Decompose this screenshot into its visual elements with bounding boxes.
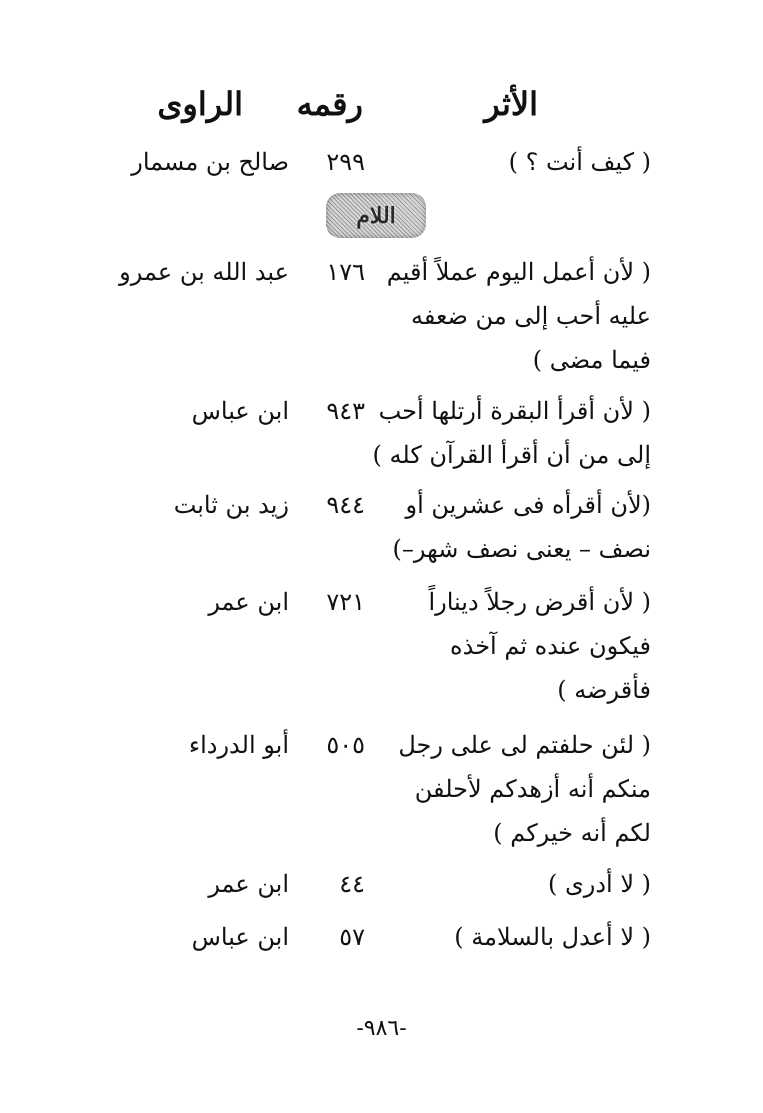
entry-number: ٢٩٩ [326, 148, 365, 176]
entry-narrator: ابن عمر [208, 588, 289, 616]
entry-narrator: ابن عباس [191, 397, 289, 425]
page-number: -٩٨٦- [356, 1016, 407, 1041]
entry-number: ٩٤٣ [326, 397, 365, 425]
entry-text-line: منكم أنه أزهدكم لأحلفن [414, 775, 651, 803]
section-badge-label: اللام [356, 202, 396, 229]
entry-text-line: ( لا أعدل بالسلامة ) [454, 923, 651, 951]
entry-text-line: ( لأن أقرأ البقرة أرتلها أحب [378, 397, 651, 425]
column-header-narrator: الراوى [157, 85, 243, 123]
entry-number: ٤٤ [339, 870, 365, 898]
entry-number: ٥٠٥ [326, 731, 365, 759]
entry-number: ١٧٦ [326, 258, 365, 286]
entry-text-line: ( لئن حلفتم لى على رجل [398, 731, 651, 759]
entry-text-line: ( لا أدرى ) [547, 870, 651, 898]
column-header-athar: الأثر [484, 85, 538, 123]
entry-narrator: صالح بن مسمار [131, 148, 289, 176]
entry-text [383, 580, 651, 712]
entry-text-line: فأقرضه ) [557, 676, 651, 704]
entry-text-line: ( كيف أنت ؟ ) [508, 148, 651, 176]
entry-text-line: (لأن أقرأه فى عشرين أو [405, 491, 651, 519]
entry-narrator: ابن عباس [191, 923, 289, 951]
entry-text [383, 483, 651, 571]
entry-narrator: أبو الدرداء [188, 731, 289, 759]
entry-text-line: فيما مضى ) [532, 346, 651, 374]
entry-text-line: ( لأن أعمل اليوم عملاً أقيم [386, 258, 651, 286]
entry-number: ٧٢١ [326, 588, 365, 616]
entry-number: ٩٤٤ [326, 491, 365, 519]
entry-text [383, 250, 651, 382]
entry-text [383, 862, 651, 906]
entry-text [383, 140, 651, 184]
entry-text-line: إلى من أن أقرأ القرآن كله ) [372, 441, 651, 469]
section-badge [326, 193, 426, 238]
entry-text-line: فيكون عنده ثم آخذه [450, 632, 651, 660]
entry-narrator: زيد بن ثابت [173, 491, 289, 519]
entry-text-line: عليه أحب إلى من ضعفه [410, 302, 651, 330]
entry-text-line: لكم أنه خيركم ) [493, 819, 651, 847]
entry-text [383, 723, 651, 855]
entry-text-line: نصف – يعنى نصف شهر–) [392, 535, 651, 563]
entry-text-line: ( لأن أقرض رجلاً ديناراً [428, 588, 651, 616]
column-header-number: رقمه [296, 85, 363, 123]
entry-narrator: ابن عمر [208, 870, 289, 898]
entry-number: ٥٧ [339, 923, 365, 951]
entry-narrator: عبد الله بن عمرو [119, 258, 289, 286]
entry-text [383, 915, 651, 959]
entry-text [372, 389, 651, 477]
